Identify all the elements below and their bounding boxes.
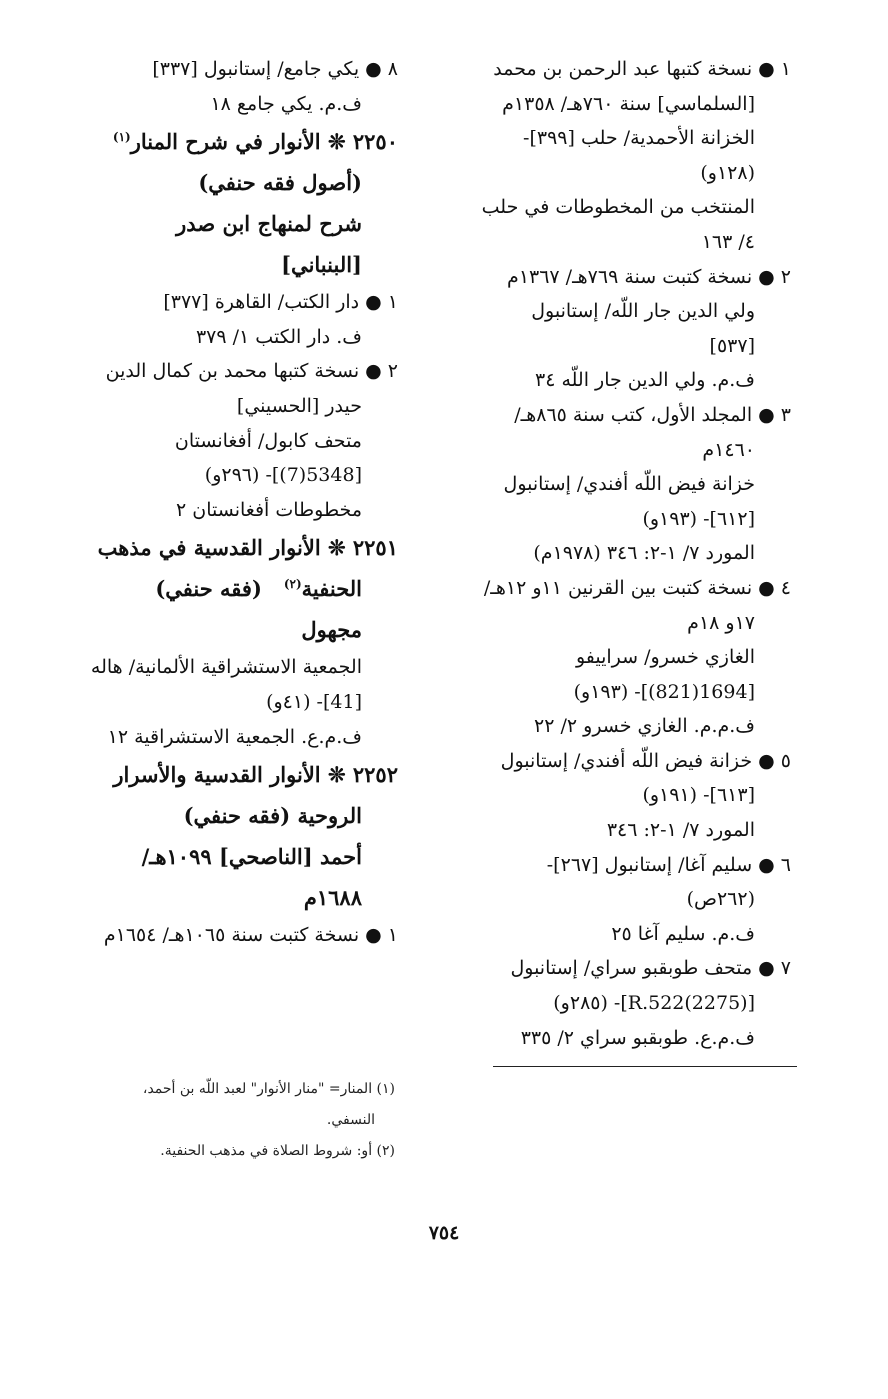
line-text: [٥٣٧] [709,334,755,357]
line-text: ١٧و ١٨م [687,611,755,634]
entry-line [436,986,791,1021]
line-text: ٤ ● نسخة كتبت بين القرنين ١١و ١٢هـ/ [483,576,791,599]
line-text: (١) المنار= "منار الأنوار" لعبد اللّه بن أحمد، [142,1081,395,1097]
line-text: ف.م. سليم آغا ٢٥ [611,922,755,945]
entry-line [63,162,398,203]
line-text: ٢ ● نسخة كتبها محمد بن كمال الدين [105,360,398,383]
line-text: خزانة فيض اللّه أفندي/ إستانبول [503,473,755,496]
entry-line [436,121,791,156]
entry-line [436,744,791,779]
entry-line [436,778,791,813]
entry-line [63,720,398,755]
line-text: ولي الدين جار اللّه/ إستانبول [531,300,755,323]
line-text: ٦ ● سليم آغا/ إستانبول [٢٦٧]- [546,853,791,876]
entry-line [436,640,791,675]
entry-line [436,571,791,606]
entry-line [63,918,398,953]
entry-line [63,609,398,650]
entry-line [436,156,791,191]
line-text: مجهول [301,617,362,643]
line-text: ١ ● نسخة كتبت سنة ١٠٦٥هـ/ ١٦٥٤م [103,924,398,947]
line-text: متحف كابول/ أفغانستان [174,429,362,452]
entry-line [436,813,791,848]
line-text: ٨ ● يكي جامع/ إستانبول [٣٣٧] [152,58,398,80]
line-text: الروحية (فقه حنفي) [183,803,362,829]
line-text: الجمعية الاستشراقية الألمانية/ هاله [90,656,362,679]
line-text: ٥ ● خزانة فيض اللّه أفندي/ إستانبول [500,749,791,772]
line-text: ف.م.م. الغازي خسرو ٢/ ٢٢ [534,715,755,738]
entry-line [436,398,791,433]
entry-line [436,363,791,398]
line-text: ١ ● نسخة كتبها عبد الرحمن بن محمد [493,58,791,80]
footnotes [90,1074,395,1167]
footnote-marker: (١) [112,130,131,145]
line-text: ف. دار الكتب ١/ ٣٧٩ [195,325,362,348]
line-text: ٢٢٥١ ❊ الأنوار القدسية في مذهب [97,535,398,561]
line-text: ١٤٦٠م [702,438,755,461]
entry-line [436,87,791,122]
entry-line [436,502,791,537]
entry-line [436,1021,791,1056]
entry-line [63,650,398,685]
entry-line [436,606,791,641]
entry-line [436,260,791,295]
footnote-divider [493,1066,797,1067]
line-text: الحنفية [301,576,362,602]
entry-line [436,709,791,744]
line-text: الغازي خسرو/ سراييفو [575,646,755,669]
line-text: [٦١٢]- (١٩٣و) [642,507,755,530]
line-text: [5348(7)]- (٢٩٦و) [204,464,362,487]
line-text: المورد ٧/ ١-٢: ٣٤٦ (١٩٧٨م) [533,542,755,565]
entry-line [63,754,398,795]
entry-line [63,320,398,355]
line-text: [1694(821)]- (١٩٣و) [573,680,755,703]
line-text: (١٢٨و) [700,161,755,184]
line-text: ٣ ● المجلد الأول، كتب سنة ٨٦٥هـ/ [514,403,791,426]
line-text: ٢٢٥٢ ❊ الأنوار القدسية والأسرار [113,762,398,788]
line-text: [41]- (٤١و) [266,690,362,713]
entry-line [436,294,791,329]
entry-line [63,795,398,836]
line-text: ف.م.ع. طوبقبو سراي ٢/ ٣٣٥ [520,1026,755,1049]
line-text: (أصول فقه حنفي) [198,170,362,196]
line-text: ١ ● دار الكتب/ القاهرة [٣٧٧] [163,291,398,314]
line-text: [السلماسي] سنة ٧٦٠هـ/ ١٣٥٨م [502,92,755,115]
entry-line [63,836,398,877]
line-text: شرح لمنهاج ابن صدر [176,211,362,237]
left-column [63,52,398,953]
entry-line [63,52,398,87]
line-text: ف.م.ع. الجمعية الاستشراقية ١٢ [107,725,362,748]
right-column [436,52,791,1055]
entry-line [63,87,398,122]
line-text: ٢ ● نسخة كتبت سنة ٧٦٩هـ/ ١٣٦٧م [507,265,791,288]
line-text: المنتخب من المخطوطات في حلب [481,196,755,219]
entry-line [436,917,791,952]
entry-line [63,493,398,528]
line-text: أحمد [الناصحي] ١٠٩٩هـ/ [141,844,362,870]
line-text: [R.522(2275)]- (٢٨٥و) [553,992,755,1015]
entry-line [436,536,791,571]
entry-line [63,285,398,320]
line-text: (٢) أو: شروط الصلاة في مذهب الحنفية. [160,1143,395,1159]
entry-line [63,877,398,918]
line-text: النسفي. [326,1112,375,1128]
footnote-marker: (٢) [283,577,302,592]
entry-line [63,389,398,424]
entry-line [436,951,791,986]
entry-line [63,527,398,568]
line-text: ٢٢٥٠ ❊ الأنوار في شرح المنار [130,129,398,155]
entry-line [436,848,791,883]
line-text: ف.م. ولي الدين جار اللّه ٣٤ [534,369,755,392]
line-text: (٢٦٢ص) [686,888,755,911]
line-text: [البنباني] [281,252,362,278]
entry-line [436,52,791,87]
footnote-line [90,1105,395,1136]
line-text-subject: (فقه حنفي) [155,576,284,602]
entry-line [63,458,398,493]
line-text: ٧ ● متحف طوبقبو سراي/ إستانبول [510,957,791,980]
entry-line [63,203,398,244]
line-text: [٦١٣]- (١٩١و) [642,784,755,807]
entry-line [436,882,791,917]
entry-line [63,244,398,285]
line-text: مخطوطات أفغانستان ٢ [176,498,362,521]
footnote-line [90,1074,395,1105]
page-number: ٧٥٤ [428,1222,460,1244]
entry-line [436,467,791,502]
entry-line [436,190,791,225]
line-text: ف.م. يكي جامع ١٨ [210,92,362,115]
entry-line [436,675,791,710]
entry-line [63,685,398,720]
entry-line [63,568,398,609]
line-text: ٤/ ١٦٣ [701,230,755,253]
line-text: ١٦٨٨م [303,885,362,911]
line-text: المورد ٧/ ١-٢: ٣٤٦ [606,819,755,842]
line-text: الخزانة الأحمدية/ حلب [٣٩٩]- [523,127,755,150]
entry-line [436,225,791,260]
entry-line [63,354,398,389]
entry-line [63,424,398,459]
entry-line [63,121,398,162]
entry-line [436,433,791,468]
entry-line [436,329,791,364]
footnote-line [90,1136,395,1167]
line-text: حيدر [الحسيني] [236,394,362,417]
